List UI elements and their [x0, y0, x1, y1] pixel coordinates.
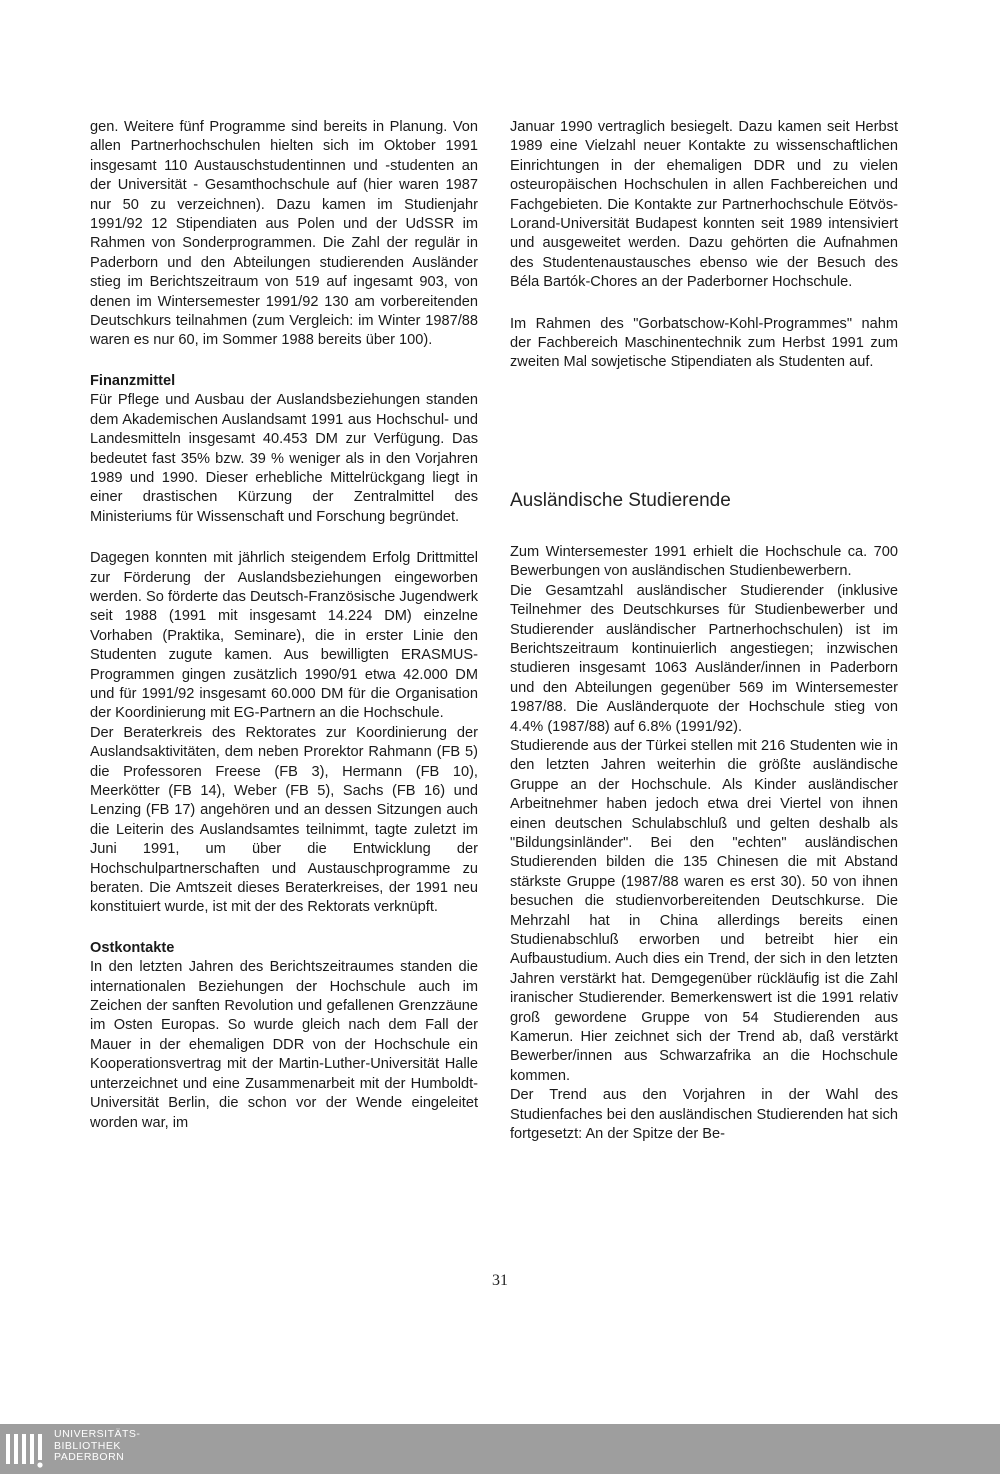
section-heading-ostkontakte: Ostkontakte [90, 939, 175, 956]
paragraph: Für Pflege und Ausbau der Auslandsbeziehungen standen dem Akademischen Auslandsamt 1991 aus Hochschul- und Landesmitteln insgesamt 40.453 DM zur Verfügung. Das bedeutet fast 35% bzw. 39 % weniger als in den Vorjahren 1989 und 1990. Dieser erhebliche Mittelrückgang liegt in einer drastischen Kürzung der Zentralmittel des Ministeriums für Wissenschaft und Forschung begründet. [90, 392, 478, 525]
library-name-line: BIBLIOTHEK [54, 1439, 121, 1452]
paragraph: In den letzten Jahren des Berichtszeitraumes standen die internationalen Beziehungen der Hochschule auch im Zeichen der sanften Revolution und gefallenen Grenzzäune im Osten Europas. So wurde gleich nach dem Fall der Mauer in der ehemaligen DDR von der Hochschule ein Kooperationsvertrag mit der Martin-Luther-Universität Halle unterzeichnet und eine Zusammenarbeit mit der Humboldt-Universität Berlin, die schon vor der Wende eingeleitet worden war, im [90, 959, 478, 1131]
paragraph: Die Gesamtzahl ausländischer Studierender (inklusive Teilnehmer des Deutschkurses für Studienbewerber und Studierender ausländischer Partnerhochschulen) ist im Berichtszeitraum kontinuierlich angestiegen; inzwischen studieren insgesamt 1063 Ausländer/innen in Paderborn und den Abteilungen gegenüber 569 im Wintersemester 1987/88. Die Ausländerquote der Hochschule stieg von 4.4% (1987/88) auf 6.8% (1991/92). [510, 582, 898, 735]
library-name-line: PADERBORN [54, 1451, 125, 1463]
paragraph: Der Trend aus den Vorjahren in der Wahl des Studienfaches bei den ausländischen Studierenden hat sich fortgesetzt: An der Spitze der Be- [510, 1087, 898, 1143]
library-logo-icon [6, 1428, 50, 1470]
paragraph: Studierende aus der Türkei stellen mit 216 Studenten wie in den letzten Jahren weiterhin die größte ausländische Gruppe an der Hochschule. Als Kinder ausländischer Arbeitnehmer haben jedoch etwa drei Viertel von ihnen einen deutschen Schulabschluß und gelten deshalb als "Bildungsinländer". Bei den "echten" ausländischen Studierenden bilden die 135 Chinesen die mit Abstand stärkste Gruppe (1987/88 waren es erst 30). 50 von ihnen besuchen die studienvorbereitenden Deutschkurse. Die Mehrzahl hat in China allerdings bereits einen Studienabschluß erworben und betreibt hier ein Aufbaustudium. Auch dies ein Trend, der sich in den letzten Jahren verstärkt hat. Demgegenüber rückläufig ist die Zahl iranischer Studierender. Bemerkenswert ist die 1991 relativ groß gewordene Gruppe von 54 Studierenden aus Kamerun. Hier zeichnet sich der Trend ab, daß verstärkt Bewerber/innen aus Schwarzafrika an die Hochschule kommen. [510, 737, 898, 1084]
paragraph: Zum Wintersemester 1991 erhielt die Hochschule ca. 700 Bewerbungen von ausländischen Studienbewerbern. [510, 543, 898, 580]
section-heading-finanzmittel: Finanzmittel [90, 372, 176, 389]
column-spacer [510, 373, 898, 489]
paragraph: Januar 1990 vertraglich besiegelt. Dazu kamen seit Herbst 1989 eine Vielzahl neuer Kontakte zu wissenschaftlichen Einrichtungen in der ehemaligen DDR und zu vielen osteuropäischen Hochschulen in allen Fachbereichen und Fachgebieten. Die Kontakte zur Partnerhochschule Eötvös-Lorand-Universität Budapest konnten seit 1989 intensiviert und ausgeweitet werden. Dazu gehörten die Aufnahmen des Studentenaustausches ebenso wie der Besuch des Béla Bartók-Chores an der Paderborner Hochschule. [510, 119, 898, 291]
paragraph: Im Rahmen des "Gorbatschow-Kohl-Programmes" nahm der Fachbereich Maschinentechnik zum Herbst 1991 zum zweiten Mal sowjetische Stipendiaten als Studenten auf. [510, 315, 898, 371]
paragraph: gen. Weitere fünf Programme sind bereits in Planung. Von allen Partnerhochschulen hielten sich im Oktober 1991 insgesamt 110 Austauschstudentinnen und -studenten an der Universität - Gesamthochschule auf (hier waren 1987 nur 50 zu verzeichnen). Dazu kamen im Studienjahr 1991/92 12 Stipendiaten aus Polen und der UdSSR im Rahmen von Sonderprogrammen. Die Zahl der regulär in Paderborn und den Abteilungen studierenden Ausländer stieg im Berichtszeitraum von 519 auf ingesamt 903, von denen im Wintersemester 1991/92 130 am vorbereitenden Deutschkurs teilnahmen (zum Vergleich: im Winter 1987/88 waren es nur 60, im Sommer 1988 bereits über 100). [90, 119, 478, 349]
left-column [90, 118, 478, 1133]
paragraph: Dagegen konnten mit jährlich steigendem Erfolg Drittmittel zur Förderung der Auslandsbeziehungen eingeworben werden. So förderte das Deutsch-Französische Jugendwerk seit 1988 (1991 mit insgesamt 14.224 DM) einzelne Vorhaben (Praktika, Seminare), die in erster Linie den Studenten zugute kamen. Aus bewilligten ERASMUS-Programmen gingen zusätzlich 1990/91 etwa 42.000 DM und für 1991/92 insgesamt 60.000 DM für die Organisation der Koordinierung mit EG-Partnern an die Hochschule. [90, 550, 478, 722]
library-name [54, 1429, 140, 1464]
right-column [510, 118, 898, 1144]
library-name-line: UNIVERSITÄTS- [54, 1428, 141, 1440]
section-heading-auslaendische-studierende: Ausländische Studierende [510, 489, 731, 511]
page-number: 31 [492, 1272, 508, 1289]
library-footer-banner [0, 1424, 1000, 1474]
paragraph: Der Beraterkreis des Rektorates zur Koordinierung der Auslandsaktivitäten, dem neben Prorektor Rahmann (FB 5) die Professoren Freese (FB 3), Hermann (FB 10), Meerkötter (FB 14), Weber (FB 5), Sachs (FB 16) und Lenzing (FB 17) angehören und an dessen Sitzungen auch die Leiterin des Auslandsamtes teilnimmt, tagte zuletzt im Juni 1991, um über die Entwicklung der Hochschulpartnerschaften und Austauschprogramme zu beraten. Die Amtszeit dieses Beraterkreises, der 1991 neu konstituiert wurde, ist mit der des Rektorats verknüpft. [90, 724, 478, 916]
